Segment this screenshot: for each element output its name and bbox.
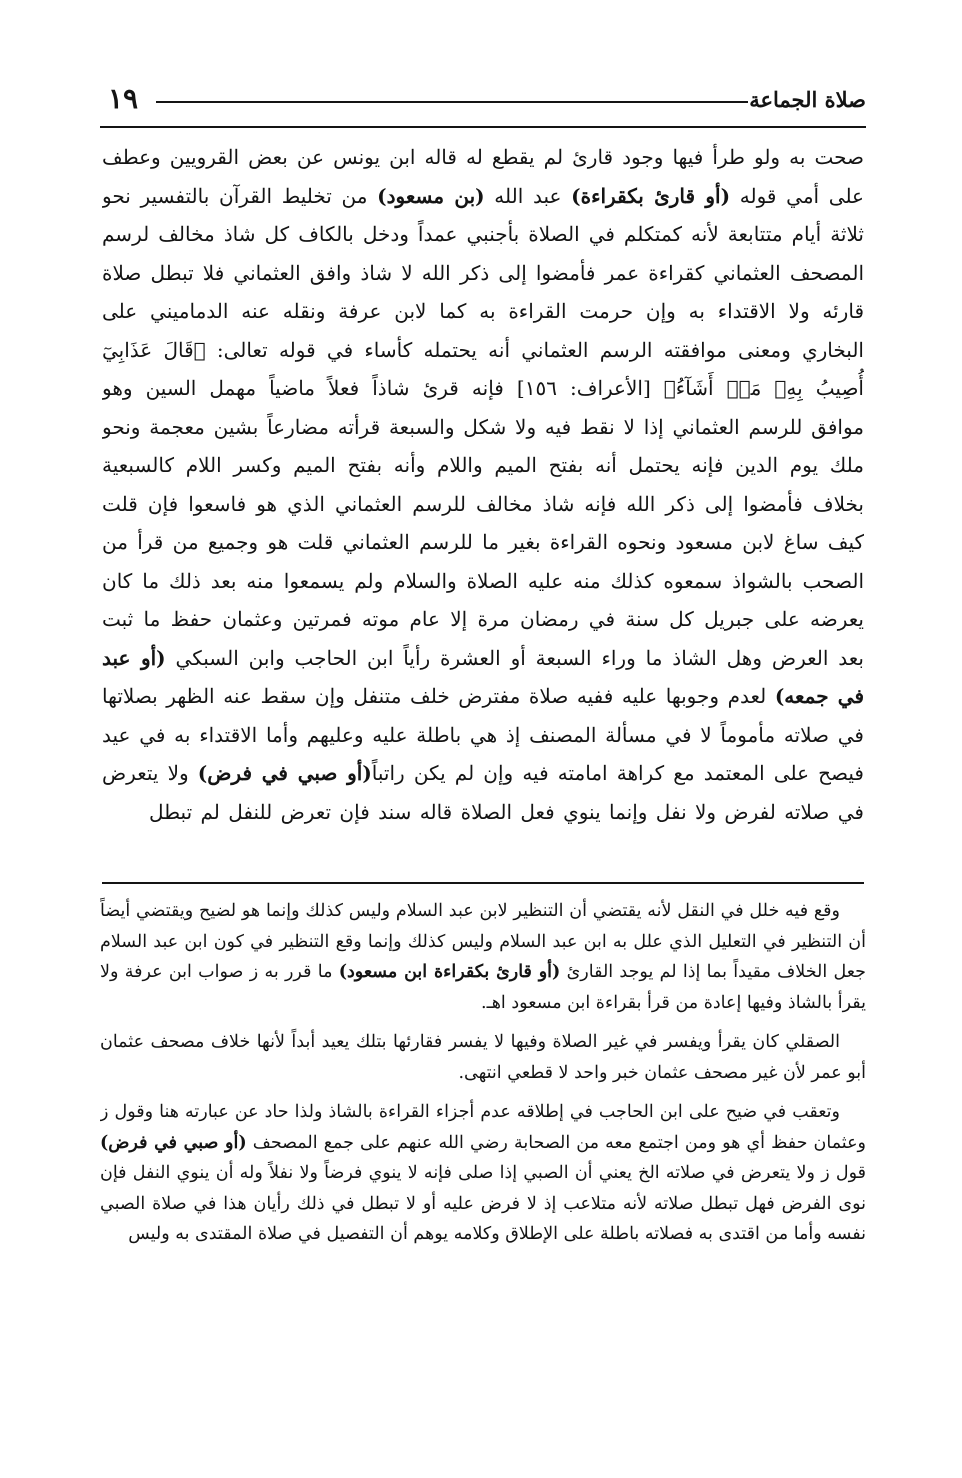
footnote-text: ما قرر به ز صواب ابن عرفة ولا يقرأ بالشاذ وفيها إعادة من قرأ بقراءة ابن مسعود اهـ.: [100, 962, 866, 1013]
page-header: [100, 80, 866, 124]
main-text: [102, 138, 864, 878]
footnote: [100, 1097, 866, 1250]
footnotes: [100, 896, 866, 1386]
footnote-text: الصقلي كان يقرأ ويفسر في غير الصلاة وفيها لا يفسر فقارئها بتلك يعيد أبداً لأنها خلاف مصحف عثمان أبو عمر لأن غير مصحف عثمان خبر واحد لا قطعي انتهى.: [100, 1032, 866, 1083]
footnote: [100, 1027, 866, 1088]
main-text-run: عبد الله: [484, 183, 572, 208]
footnote-paragraph: [100, 1027, 866, 1088]
footnote-text: قول ز ولا يتعرض في صلاته الخ يعني أن الصبي إذا صلى فإنه لا ينوي فرضاً ولا نفلاً وله أن ينوي النفل فإن نوى الفرض فهل تبطل صلاته لأنه متلاعب إذ لا فرض عليه أو لا تبطل في ذلك رأيان هذا في صلاة الصبي نفسه وأما من اقتدى به فصلاته باطلة على الإطلاق وكلامه يوهم أن التفصيل في صلاة المقتدى به وليس: [100, 1163, 866, 1244]
footnote-text: وتعقب في ضيح على ابن الحاجب في إطلاقه عدم أجزاء القراءة بالشاذ ولذا حاد عن عبارته هنا وقول ز وعثمان حفظ أي هو ومن اجتمع معه من الصحابة رضي الله عنهم على جمع المصحف: [100, 1102, 866, 1153]
header-rule: [100, 126, 866, 128]
header-line: [156, 101, 748, 103]
footnote-text: وقع فيه خلل في النقل لأنه يقتضي أن التنظير لابن عبد السلام وليس كذلك وإنما هو لضيح ويقتضي أيضاً أن التنظير في التعليل الذي علل به ابن عبد السلام وليس كذلك وإنما وقع التنظير في كون ابن عبد السلام جعل الخلاف مقيداً بما إذا لم يوجد القارئ: [100, 901, 866, 982]
footnote-separator: [102, 882, 864, 884]
running-title: صلاة الجماعة: [749, 87, 866, 112]
main-text-run: لعدم وجوبها عليه ففيه صلاة مفترض خلف متنفل وإن سقط عنه الظهر بصلاتها في صلاته مأموماً لا في مسألة المصنف إذ هي باطلة عليه وعليهم وأما الاقتداء به في عيد فيصح على المعتمد مع كراهة امامته فيه وإن لم يكن راتباً: [102, 684, 864, 785]
footnote-paragraph: [100, 1097, 866, 1250]
main-text-run: ولا يتعرض في صلاته لفرض ولا نفل وإنما ينوي فعل الصلاة قاله سند فإن تعرض للنفل لم تبطل: [102, 761, 864, 824]
footnote-paragraph: [100, 896, 866, 1018]
bold-term: (أو صبي في فرض): [100, 1132, 247, 1153]
bold-term: (أو صبي في فرض): [197, 761, 372, 785]
main-paragraph: [102, 138, 864, 831]
page-number: ١٩: [108, 82, 139, 115]
bold-term: (أو قارئ بكقراءة ابن مسعود): [338, 962, 561, 982]
bold-term: (بن مسعود): [377, 183, 485, 208]
footnote: [100, 896, 866, 1018]
bold-term: (أو قارئ بكقراءة): [571, 183, 731, 208]
main-text-run: من تخليط القرآن بالتفسير نحو ثلاثة أيام متتابعة لأنه كمتكلم في الصلاة بأجنبي عمداً ودخل بالكاف كل شاذ مخالف لرسم المصحف العثماني كقراءة عمر فأمضوا إلى ذكر الله لا شاذ وافق العثماني فلا تبطل صلاة قارئه ولا الاقتداء به وإن حرمت القراءة به كما لابن عرفة ونقله عنه الدماميني على البخاري ومعنى موافقته الرسم العثماني أنه يحتمله كأساء في قوله تعالى: ﴿قَالَ عَذَابِيٓ أُصِيبُ بِهِۦ مَنۡ أَشَآءُ﴾ [الأعراف: ١٥٦] فإنه قرئ شاذاً فعلاً ماضياً مهمل السين وهو موافق للرسم العثماني إذا لا نقط فيه ولا شكل والسبعة قرأته مضارعاً بشين معجمة ونحو ملك يوم الدين فإنه يحتمل أنه بفتح الميم واللام وأنه بفتح الميم وكسر اللام كالسبعية بخلاف فأمضوا إلى ذكر الله فإنه شاذ مخالف للرسم العثماني الذي هو فاسعوا فإن قلت كيف ساغ لابن مسعود ونحوه القراءة بغير ما للرسم العثماني قلت هو وجميع من قرأ من الصحب بالشواذ سمعوه كذلك منه عليه الصلاة والسلام ولم يسمعوا منه بعد ذلك ما كان يعرضه على جبريل كل سنة في رمضان مرة إلا عام موته فمرتين وعثمان حفظ ما ثبت بعد العرض وهل الشاذ ما وراء السبعة أو العشرة رأياً ابن الحاجب وابن السبكي: [102, 183, 864, 670]
bold-term: (أو عبد في جمعه): [102, 645, 864, 708]
main-text-run: صحت به ولو طرأ فيها وجود قارئ لم يقطع له قاله ابن يونس عن بعض القرويين وعطف على أمي قوله: [102, 145, 864, 208]
